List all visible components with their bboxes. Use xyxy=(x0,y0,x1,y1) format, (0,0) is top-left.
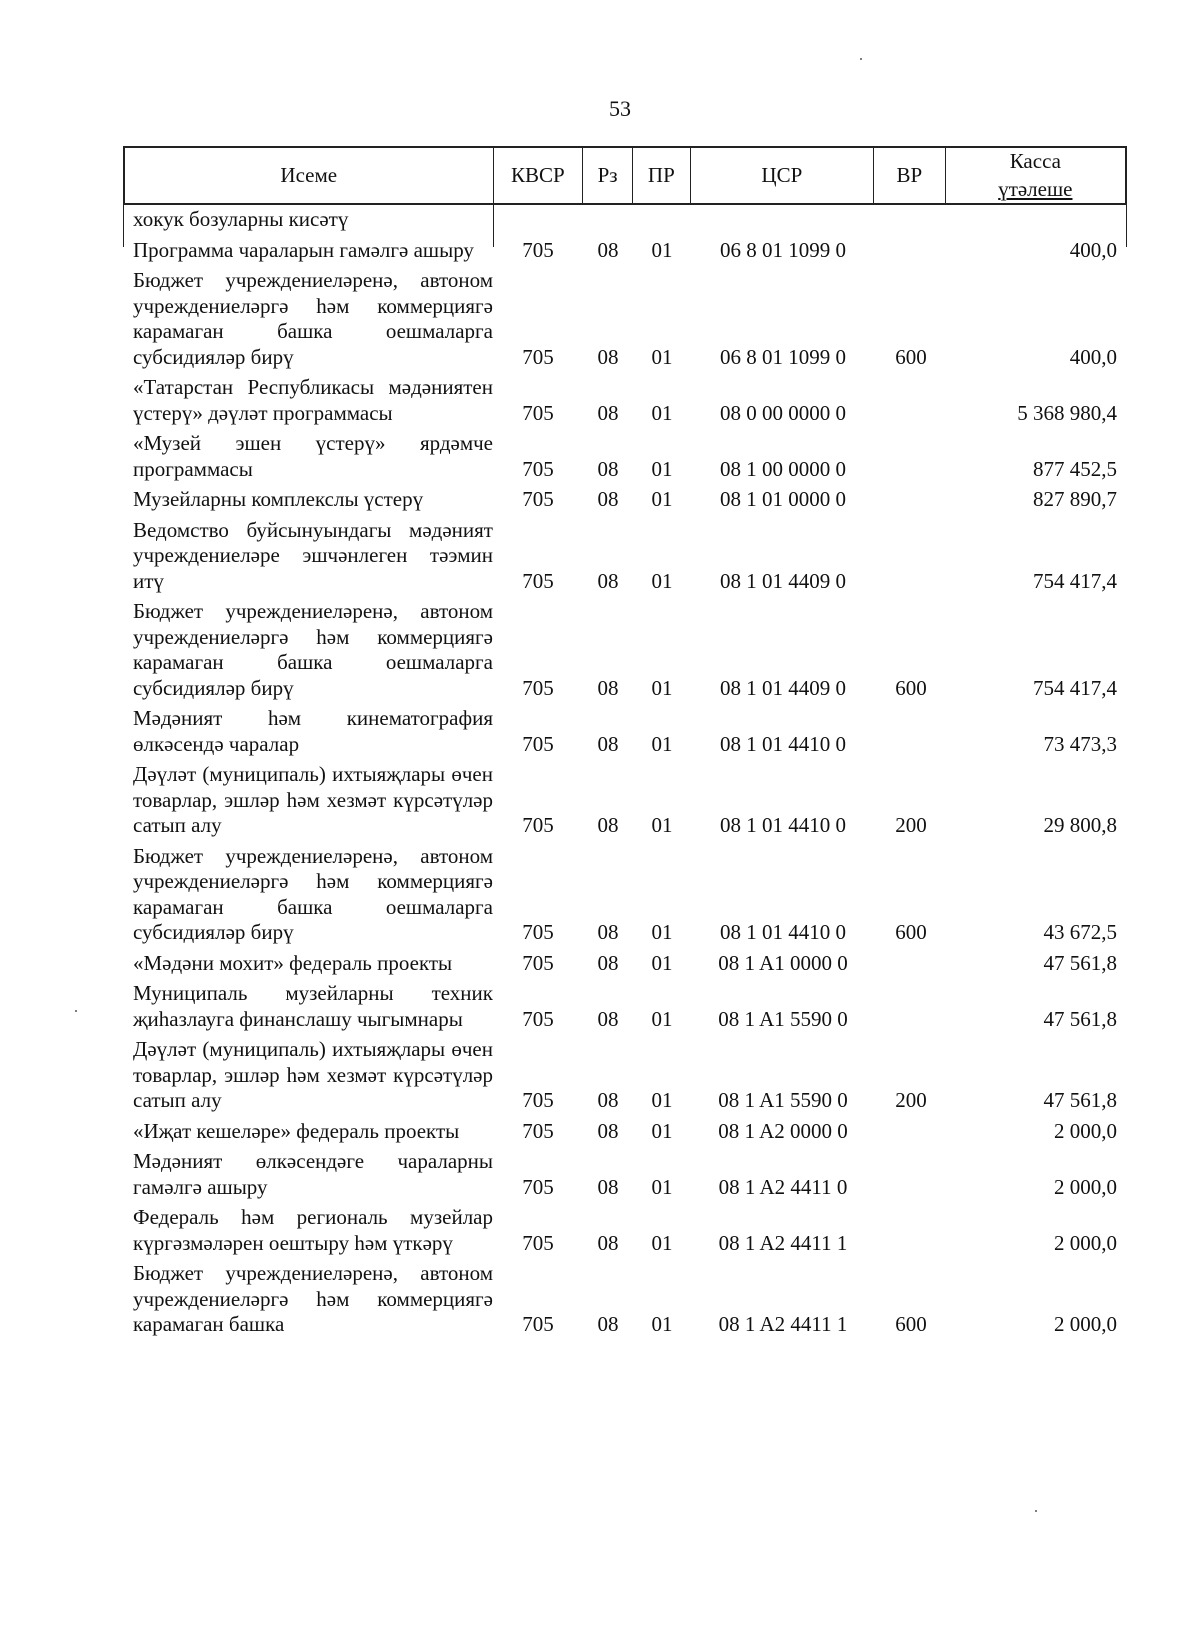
cell-name: Дәүләт (муниципаль) ихтыяҗлары өчен товарлар, эшләр һәм хезмәт күрсәтүләр сатып алу xyxy=(133,1037,493,1112)
cell-rz: 08 xyxy=(597,950,619,975)
cell-sum: 5 368 980,4 xyxy=(1017,400,1117,425)
cell-sum: 827 890,7 xyxy=(1033,487,1117,511)
cell-kvsr: 705 xyxy=(522,400,554,425)
cell-pr: 01 xyxy=(651,1174,673,1199)
cell-csr: 08 1 01 4409 0 xyxy=(720,568,846,593)
page-number: 53 xyxy=(609,96,631,121)
cell-pr: 01 xyxy=(651,950,673,975)
cell-csr: 08 1 A2 4411 0 xyxy=(718,1174,848,1199)
scan-speck xyxy=(1035,1510,1037,1512)
cell-name: «Татарстан Республикасы мәдәниятен үстерү» дәүләт программасы xyxy=(133,375,493,425)
cell-pr: 01 xyxy=(651,400,673,425)
table-row xyxy=(123,839,1127,946)
cell-name: Бюджет учреждениеләренә, автоном учреждениеләргә һәм коммерциягә карамаган башка оешмаларга субсидияләр бирү xyxy=(133,268,493,369)
header-vr: ВР xyxy=(874,148,946,203)
cell-kvsr: 705 xyxy=(522,813,554,837)
cell-pr: 01 xyxy=(651,1230,673,1255)
cell-rz: 08 xyxy=(597,1312,619,1336)
cell-pr: 01 xyxy=(651,568,673,593)
cell-rz: 08 xyxy=(597,568,619,593)
header-pr: ПР xyxy=(633,148,691,203)
table-row xyxy=(123,426,1127,482)
continuation-text: хокук бозуларны кисәтү xyxy=(133,207,349,231)
cell-rz: 08 xyxy=(597,731,619,756)
cell-sum: 2 000,0 xyxy=(1054,1174,1117,1199)
cell-csr: 08 1 A1 0000 0 xyxy=(718,950,848,975)
table-row xyxy=(123,263,1127,370)
cell-kvsr: 705 xyxy=(522,487,554,511)
cell-name: Муниципаль музейларны техник җиһазлауга финанслашу чыгымнары xyxy=(133,981,493,1031)
header-kvsr: КВСР xyxy=(494,148,584,203)
cell-csr: 08 1 A2 0000 0 xyxy=(718,1118,848,1143)
table-header xyxy=(123,146,1127,205)
cell-csr: 08 1 01 4410 0 xyxy=(720,813,846,837)
cell-vr: 600 xyxy=(895,1312,927,1336)
cell-vr: 200 xyxy=(895,1088,927,1112)
cell-pr: 01 xyxy=(651,1006,673,1031)
cell-vr: 600 xyxy=(895,344,927,369)
cell-kvsr: 705 xyxy=(522,1312,554,1336)
table-row xyxy=(123,1200,1127,1256)
cell-sum: 2 000,0 xyxy=(1054,1118,1117,1143)
cell-vr: 600 xyxy=(895,920,927,944)
cell-sum: 2 000,0 xyxy=(1054,1230,1117,1255)
continuation-row xyxy=(123,205,1127,233)
cell-vr: 200 xyxy=(895,813,927,837)
cell-sum: 73 473,3 xyxy=(1043,731,1117,756)
scan-speck xyxy=(860,58,862,60)
cell-rz: 08 xyxy=(597,1006,619,1031)
cell-name: Федераль һәм региональ музейлар күргәзмәләрен оештыру һәм үткәрү xyxy=(133,1205,493,1255)
cell-name: Дәүләт (муниципаль) ихтыяҗлары өчен товарлар, эшләр һәм хезмәт күрсәтүләр сатып алу xyxy=(133,762,493,837)
cell-rz: 08 xyxy=(597,1174,619,1199)
cell-rz: 08 xyxy=(597,400,619,425)
cell-sum: 47 561,8 xyxy=(1043,1006,1117,1031)
cell-pr: 01 xyxy=(651,920,673,944)
cell-name: «Музей эшен үстерү» ярдәмче программасы xyxy=(133,431,493,481)
cell-sum: 754 417,4 xyxy=(1033,675,1117,700)
cell-pr: 01 xyxy=(651,731,673,756)
header-sum-line2: үтәлеше xyxy=(998,176,1073,201)
table-row xyxy=(123,370,1127,426)
cell-name: Бюджет учреждениеләренә, автоном учреждениеләргә һәм коммерциягә карамаган башка оешмаларга субсидияләр бирү xyxy=(133,599,493,700)
cell-rz: 08 xyxy=(597,813,619,837)
cell-name: Мәдәният өлкәсендәге чараларны гамәлгә ашыру xyxy=(133,1149,493,1199)
cell-pr: 01 xyxy=(651,675,673,700)
table-body xyxy=(123,205,1127,1338)
table-row xyxy=(123,482,1127,513)
table-row xyxy=(123,1032,1127,1114)
table-row xyxy=(123,233,1127,264)
cell-sum: 2 000,0 xyxy=(1054,1312,1117,1336)
cell-csr: 08 1 00 0000 0 xyxy=(720,456,846,481)
cell-csr: 08 1 01 4409 0 xyxy=(720,675,846,700)
cell-rz: 08 xyxy=(597,456,619,481)
cell-kvsr: 705 xyxy=(522,568,554,593)
cell-rz: 08 xyxy=(597,1118,619,1143)
cell-rz: 08 xyxy=(597,487,619,511)
cell-kvsr: 705 xyxy=(522,675,554,700)
table-row xyxy=(123,976,1127,1032)
cell-csr: 06 8 01 1099 0 xyxy=(720,344,846,369)
cell-pr: 01 xyxy=(651,344,673,369)
cell-csr: 08 1 01 0000 0 xyxy=(720,487,846,511)
table-row xyxy=(123,594,1127,701)
cell-sum: 400,0 xyxy=(1069,237,1117,262)
cell-kvsr: 705 xyxy=(522,731,554,756)
cell-kvsr: 705 xyxy=(522,950,554,975)
cell-kvsr: 705 xyxy=(522,1174,554,1199)
cell-csr: 08 1 01 4410 0 xyxy=(720,920,846,944)
cell-pr: 01 xyxy=(651,1118,673,1143)
cell-sum: 400,0 xyxy=(1069,344,1117,369)
cell-rz: 08 xyxy=(597,344,619,369)
header-sum xyxy=(946,148,1125,203)
cell-pr: 01 xyxy=(651,813,673,837)
cell-name: «Иҗат кешеләре» федераль проекты xyxy=(133,1118,460,1143)
cell-name: Мәдәният һәм кинематография өлкәсендә чаралар xyxy=(133,706,493,756)
cell-rz: 08 xyxy=(597,237,619,262)
header-name: Исеме xyxy=(125,148,494,203)
header-csr: ЦСР xyxy=(691,148,874,203)
cell-name: Музейларны комплекслы үстерү xyxy=(133,487,424,511)
cell-name: Бюджет учреждениеләренә, автоном учреждениеләргә һәм коммерциягә карамаган башка xyxy=(133,1261,493,1336)
table-row xyxy=(123,757,1127,839)
cell-kvsr: 705 xyxy=(522,344,554,369)
cell-name: Бюджет учреждениеләренә, автоном учреждениеләргә һәм коммерциягә карамаган башка оешмаларга субсидияләр бирү xyxy=(133,843,493,944)
cell-pr: 01 xyxy=(651,1312,673,1336)
cell-rz: 08 xyxy=(597,920,619,944)
cell-sum: 29 800,8 xyxy=(1043,813,1117,837)
cell-pr: 01 xyxy=(651,237,673,262)
cell-csr: 08 1 01 4410 0 xyxy=(720,731,846,756)
table-row xyxy=(123,701,1127,757)
cell-kvsr: 705 xyxy=(522,1006,554,1031)
cell-kvsr: 705 xyxy=(522,1088,554,1112)
cell-name: Программа чараларын гамәлгә ашыру xyxy=(133,237,474,262)
cell-name: Ведомство буйсынуындагы мәдәният учреждениеләре эшчәнлеген тәэмин итү xyxy=(133,517,493,593)
cell-csr: 08 1 A1 5590 0 xyxy=(718,1088,848,1112)
table-row xyxy=(123,1114,1127,1145)
table-row xyxy=(123,1144,1127,1200)
cell-sum: 47 561,8 xyxy=(1043,1088,1117,1112)
cell-kvsr: 705 xyxy=(522,920,554,944)
cell-csr: 08 0 00 0000 0 xyxy=(720,400,846,425)
cell-sum: 877 452,5 xyxy=(1033,456,1117,481)
table-row xyxy=(123,1256,1127,1338)
cell-sum: 47 561,8 xyxy=(1043,950,1117,975)
cell-sum: 754 417,4 xyxy=(1033,568,1117,593)
cell-name: «Мәдәни мохит» федераль проекты xyxy=(133,950,453,975)
cell-vr: 600 xyxy=(895,675,927,700)
cell-kvsr: 705 xyxy=(522,456,554,481)
table-row xyxy=(123,946,1127,977)
cell-kvsr: 705 xyxy=(522,1230,554,1255)
header-rz: Рз xyxy=(583,148,633,203)
cell-csr: 08 1 A1 5590 0 xyxy=(718,1006,848,1031)
cell-kvsr: 705 xyxy=(522,1118,554,1143)
cell-csr: 06 8 01 1099 0 xyxy=(720,237,846,262)
cell-sum: 43 672,5 xyxy=(1043,920,1117,944)
scan-speck xyxy=(75,1010,77,1012)
cell-pr: 01 xyxy=(651,1088,673,1112)
table-row xyxy=(123,513,1127,595)
cell-rz: 08 xyxy=(597,1230,619,1255)
header-sum-line1: Касса xyxy=(1009,149,1061,174)
cell-rz: 08 xyxy=(597,1088,619,1112)
cell-pr: 01 xyxy=(651,456,673,481)
cell-kvsr: 705 xyxy=(522,237,554,262)
cell-pr: 01 xyxy=(651,487,673,511)
cell-csr: 08 1 A2 4411 1 xyxy=(718,1312,848,1336)
cell-csr: 08 1 A2 4411 1 xyxy=(718,1230,848,1255)
cell-rz: 08 xyxy=(597,675,619,700)
